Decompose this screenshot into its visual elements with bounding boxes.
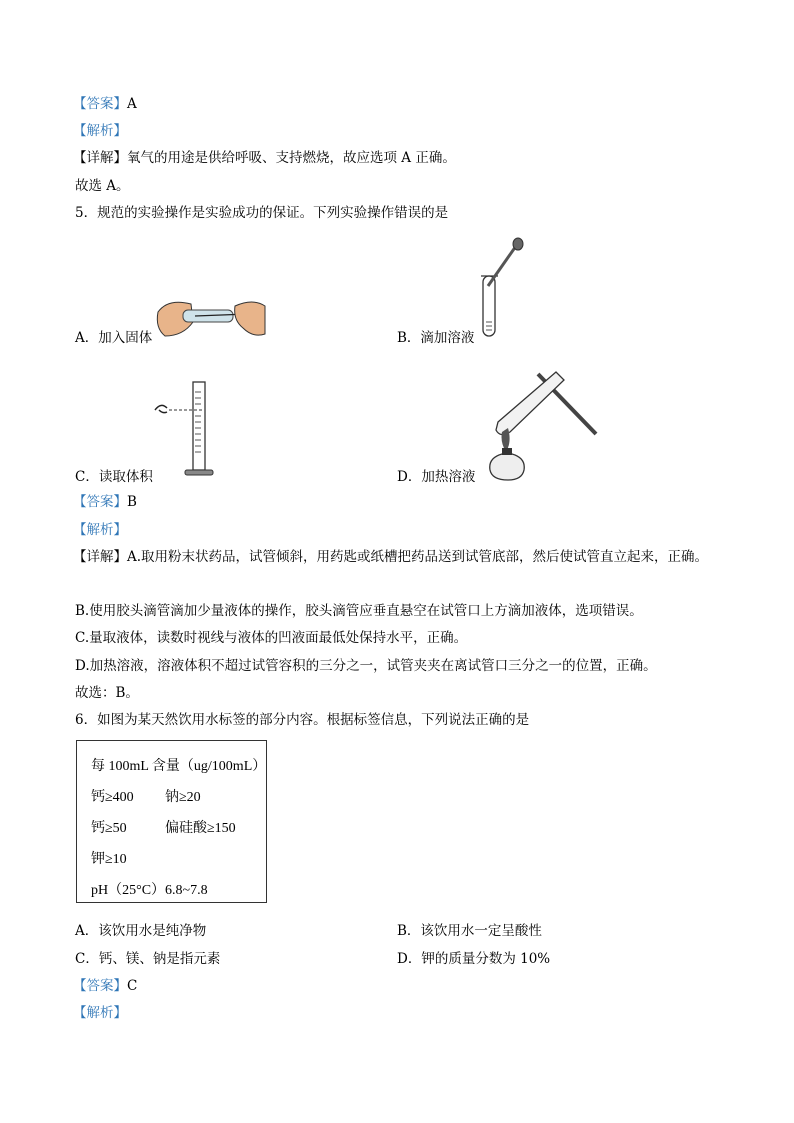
answer-tag: 【答案】 [73, 96, 127, 112]
choice-line: 故选：B。 [75, 685, 139, 701]
label-item: 钙≥400 [91, 790, 134, 805]
answer-line [73, 977, 137, 995]
detail-text: 氧气的用途是供给呼吸、支持燃烧，故应选项 A 正确。 [127, 150, 456, 166]
answer-tag: 【答案】 [73, 978, 127, 994]
analysis-tag: 【解析】 [73, 1005, 127, 1021]
detail-tag: 【详解】 [73, 150, 127, 166]
detail-line: C.量取液体，读数时视线与液体的凹液面最低处保持水平，正确。 [75, 630, 468, 646]
analysis-tag: 【解析】 [73, 522, 127, 538]
label-header: 每 100mL 含量（ug/100mL） [91, 759, 267, 774]
label-item: 钠≥20 [165, 790, 201, 805]
answer-line [73, 493, 137, 511]
answer-tag: 【答案】 [73, 494, 127, 510]
q6-option-a: A．该饮用水是纯净物 [75, 923, 207, 939]
graduated-cylinder-figure [153, 380, 233, 480]
choice-line: 故选 A。 [75, 178, 130, 194]
q5-option-b: B．滴加溶液 [397, 330, 475, 346]
q5-option-d: D．加热溶液 [397, 469, 476, 485]
answer-value: A [127, 96, 137, 112]
water-label-box [76, 740, 267, 903]
label-item: pH（25°C）6.8~7.8 [91, 883, 208, 898]
label-item: 钾≥10 [91, 852, 127, 867]
q6-option-b: B．该饮用水一定呈酸性 [397, 923, 542, 939]
heating-test-tube-figure [478, 362, 603, 487]
question-6-stem: 6．如图为某天然饮用水标签的部分内容。根据标签信息，下列说法正确的是 [75, 712, 530, 728]
q5-option-a: A．加入固体 [75, 330, 153, 346]
label-item: 钙≥50 [91, 821, 127, 836]
detail-line: B.使用胶头滴管滴加少量液体的操作，胶头滴管应垂直悬空在试管口上方滴加液体，选项错误。 [75, 603, 643, 619]
answer-value: B [127, 494, 137, 510]
detail-line [73, 149, 456, 167]
answer-value: C [127, 978, 138, 994]
dropper-test-tube-figure [478, 236, 528, 341]
q5-option-c: C．读取体积 [75, 469, 153, 485]
detail-line [73, 548, 708, 566]
hands-adding-solid-figure [153, 292, 268, 340]
analysis-tag: 【解析】 [73, 123, 127, 139]
answer-line [73, 95, 137, 113]
label-item: 偏硅酸≥150 [165, 821, 236, 836]
q6-option-d: D．钾的质量分数为 10% [397, 951, 551, 967]
detail-text: A.取用粉末状药品，试管倾斜，用药匙或纸槽把药品送到试管底部，然后使试管直立起来，正确。 [127, 549, 709, 565]
q6-option-c: C．钙、镁、钠是指元素 [75, 951, 221, 967]
detail-tag: 【详解】 [73, 549, 127, 565]
question-5-stem: 5．规范的实验操作是实验成功的保证。下列实验操作错误的是 [75, 205, 449, 221]
detail-line: D.加热溶液，溶液体积不超过试管容积的三分之一，试管夹夹在离试管口三分之一的位置，正确。 [75, 658, 657, 674]
